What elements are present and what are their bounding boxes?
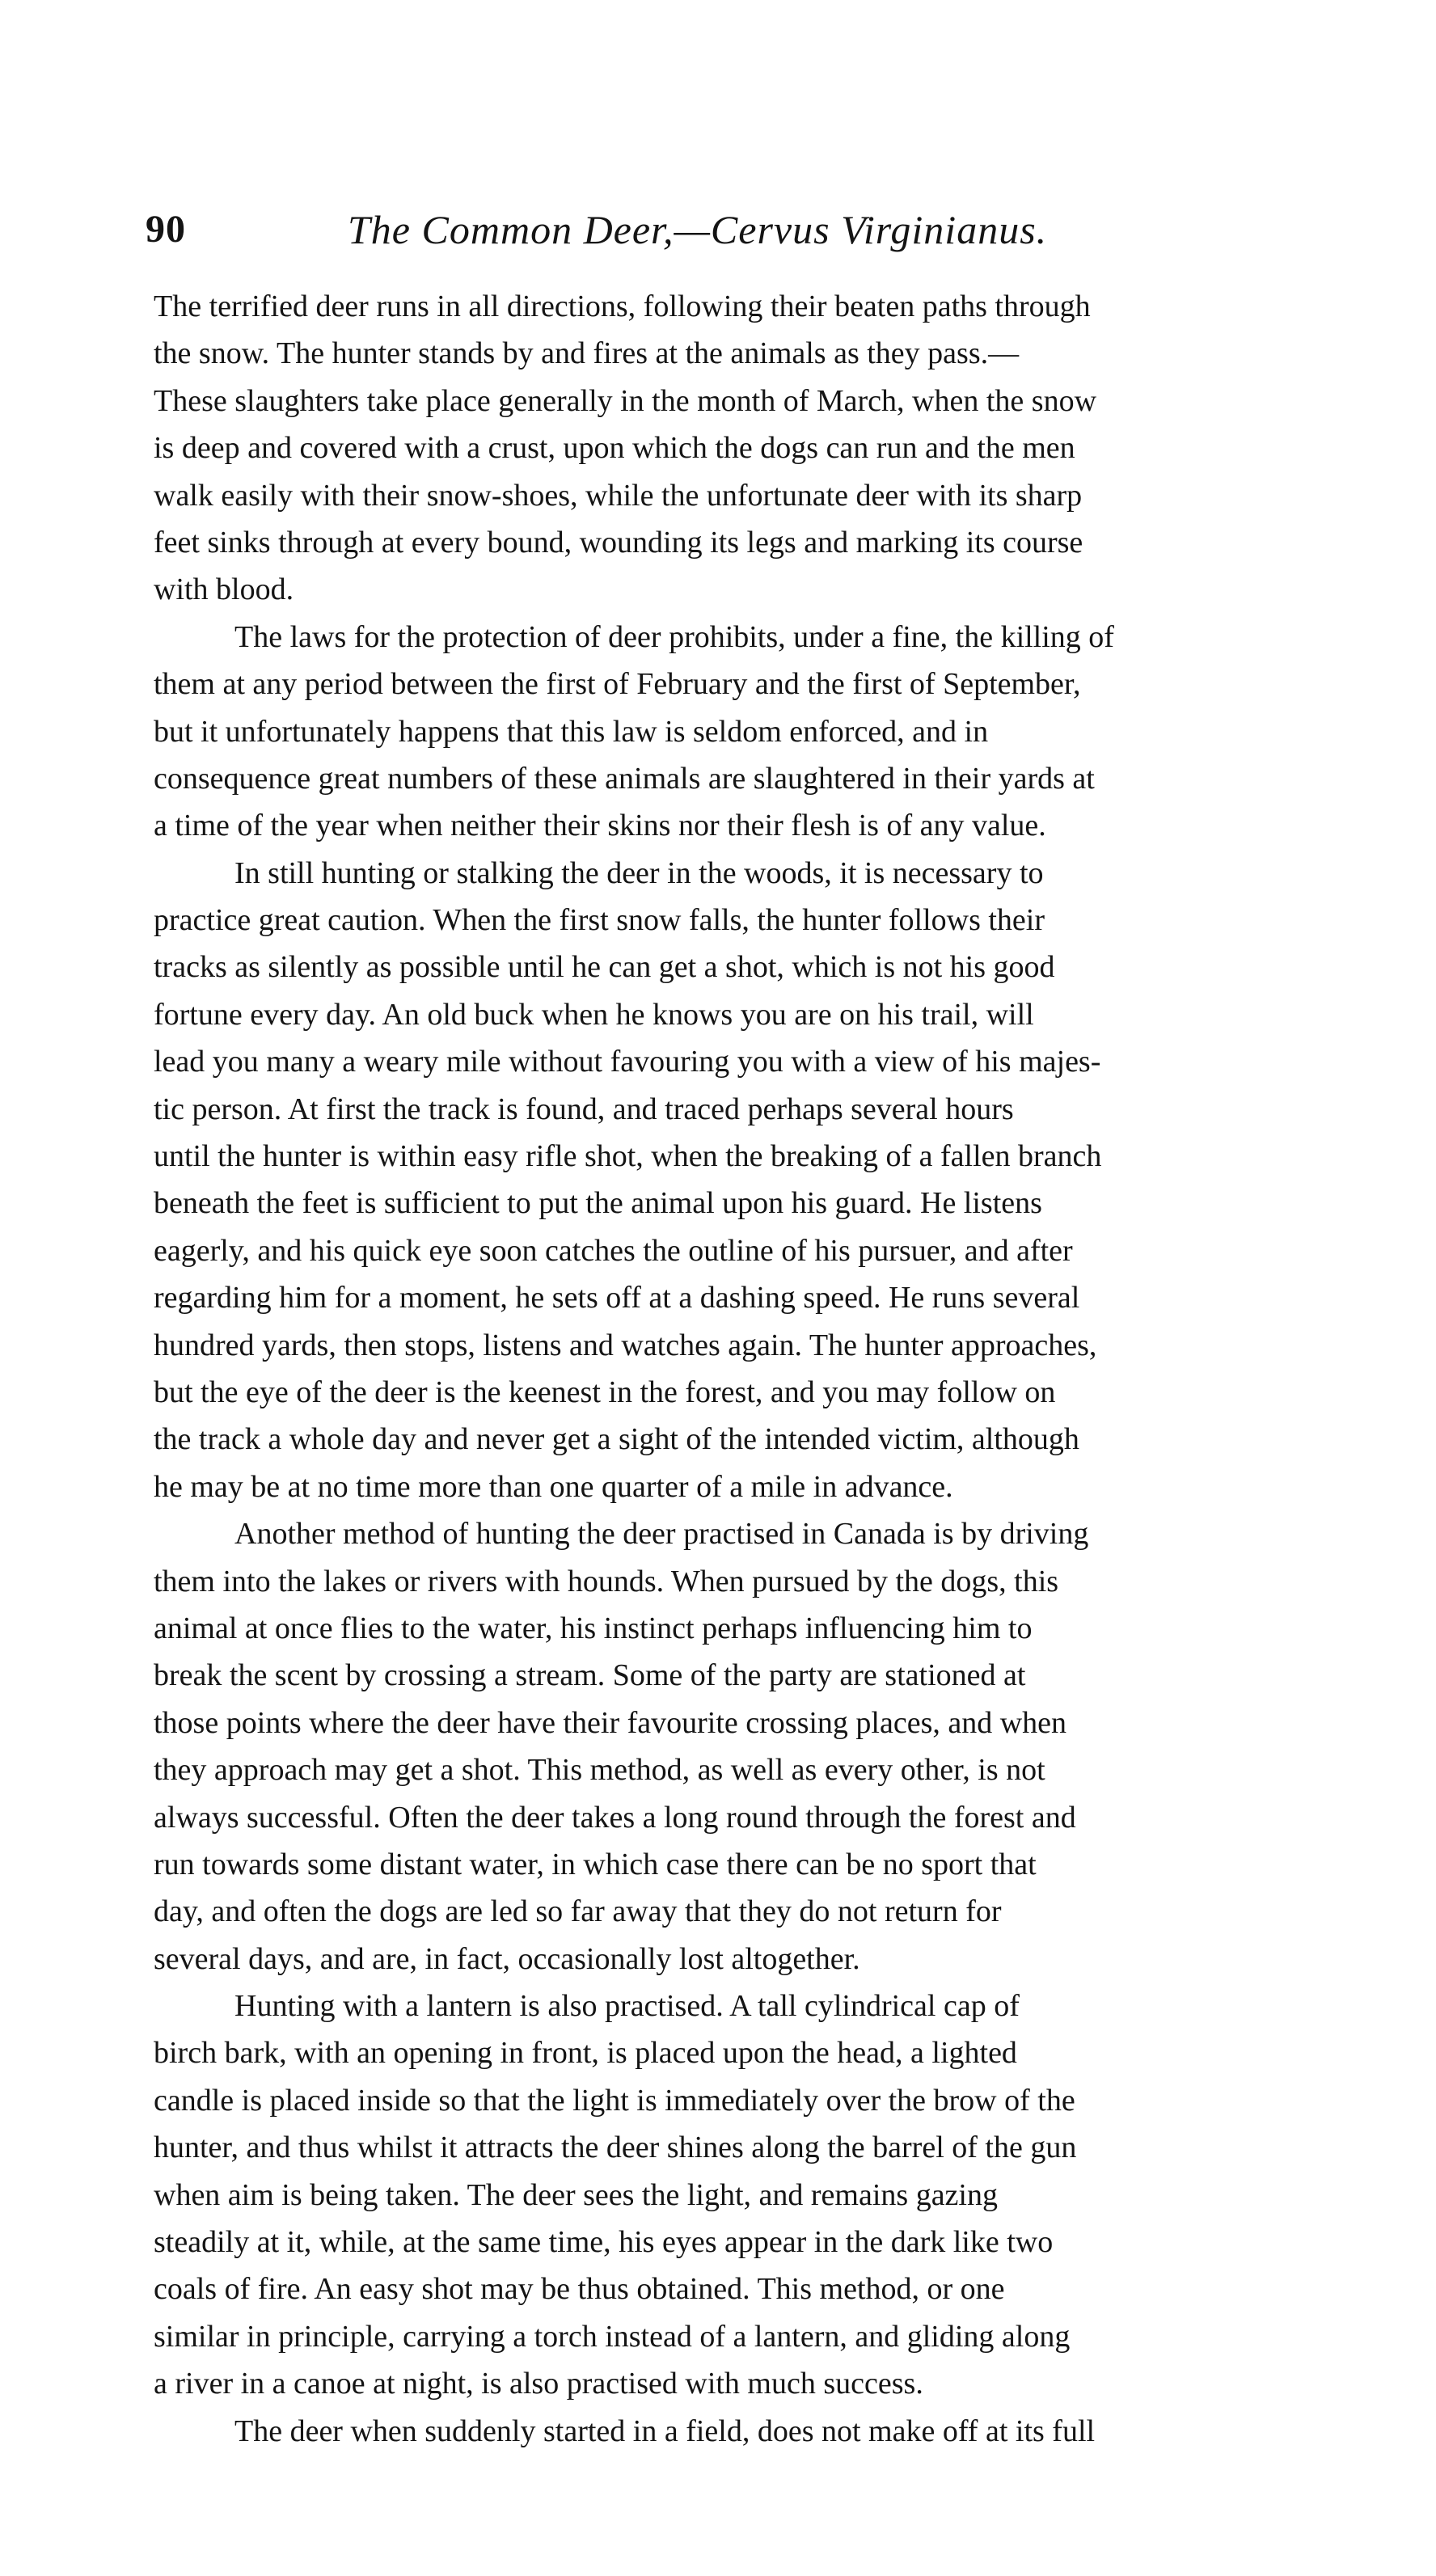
text-line: steadily at it, while, at the same time, his eyes appear in the dark like two: [154, 2225, 1054, 2260]
text-line: consequence great numbers of these animals are slaughtered in their yards at: [154, 761, 1095, 796]
text-line: feet sinks through at every bound, wounding its legs and marking its course: [154, 525, 1083, 560]
text-line: them at any period between the first of February and the first of September,: [154, 667, 1081, 702]
paragraph: [154, 850, 1318, 1510]
text-line: until the hunter is within easy rifle shot, when the breaking of a fallen branch: [154, 1139, 1102, 1174]
text-line: the snow. The hunter stands by and fires at the animals as they pass.—: [154, 336, 1020, 371]
text-line: candle is placed inside so that the light is immediately over the brow of the: [154, 2083, 1075, 2118]
text-line: always successful. Often the deer takes a long round through the forest and: [154, 1800, 1076, 1835]
text-line: he may be at no time more than one quarter of a mile in advance.: [154, 1469, 953, 1504]
paragraph: [154, 1983, 1318, 2408]
text-line: animal at once flies to the water, his instinct perhaps influencing him to: [154, 1611, 1033, 1645]
text-line: fortune every day. An old buck when he knows you are on his trail, will: [154, 997, 1034, 1032]
text-line: walk easily with their snow-shoes, while the unfortunate deer with its sharp: [154, 478, 1083, 513]
text-line: hundred yards, then stops, listens and watches again. The hunter approaches,: [154, 1328, 1097, 1362]
text-line: day, and often the dogs are led so far away that they do not return for: [154, 1894, 1002, 1929]
text-line: a river in a canoe at night, is also practised with much success.: [154, 2367, 923, 2401]
text-line: a time of the year when neither their skins nor their flesh is of any value.: [154, 809, 1046, 843]
text-line: the track a whole day and never get a sight of the intended victim, although: [154, 1422, 1079, 1457]
text-line: lead you many a weary mile without favouring you with a view of his majes-: [154, 1045, 1101, 1079]
text-line: These slaughters take place generally in the month of March, when the snow: [154, 383, 1097, 418]
text-line: beneath the feet is sufficient to put the animal upon his guard. He listens: [154, 1186, 1042, 1221]
text-line: In still hunting or stalking the deer in the woods, it is necessary to: [234, 855, 1044, 890]
text-line: birch bark, with an opening in front, is placed upon the head, a lighted: [154, 2036, 1017, 2071]
text-line: those points where the deer have their favourite crossing places, and when: [154, 1705, 1067, 1740]
text-line: similar in principle, carrying a torch instead of a lantern, and gliding along: [154, 2319, 1071, 2354]
text-line: but the eye of the deer is the keenest in the forest, and you may follow on: [154, 1375, 1056, 1409]
text-line: coals of fire. An easy shot may be thus obtained. This method, or one: [154, 2272, 1005, 2307]
body-text: [154, 283, 1318, 2455]
text-line: The terrified deer runs in all directions, following their beaten paths through: [154, 289, 1091, 323]
text-line: but it unfortunately happens that this law is seldom enforced, and in: [154, 714, 989, 749]
text-line: hunter, and thus whilst it attracts the deer shines along the barrel of the gun: [154, 2130, 1077, 2165]
text-line: several days, and are, in fact, occasionally lost altogether.: [154, 1941, 860, 1976]
text-line: The laws for the protection of deer prohibits, under a fine, the killing of: [234, 619, 1114, 654]
text-line: when aim is being taken. The deer sees the light, and remains gazing: [154, 2177, 998, 2212]
text-line: The deer when suddenly started in a field, does not make off at its full: [234, 2413, 1096, 2448]
text-line: eagerly, and his quick eye soon catches the outline of his pursuer, and after: [154, 1233, 1073, 1268]
running-title: The Common Deer,—Cervus Virginianus.: [348, 207, 1048, 252]
paragraph: [154, 614, 1318, 850]
text-line: with blood.: [154, 572, 294, 607]
text-line: them into the lakes or rivers with hounds. When pursued by the dogs, this: [154, 1564, 1059, 1598]
text-line: is deep and covered with a crust, upon which the dogs can run and the men: [154, 431, 1075, 466]
paragraph: [154, 283, 1318, 614]
text-line: tic person. At first the track is found, and traced perhaps several hours: [154, 1092, 1014, 1126]
paragraph: [154, 2408, 1318, 2455]
text-line: practice great caution. When the first snow falls, the hunter follows their: [154, 903, 1045, 938]
text-line: Hunting with a lantern is also practised. A tall cylindrical cap of: [234, 1989, 1020, 2024]
text-line: Another method of hunting the deer practised in Canada is by driving: [234, 1517, 1089, 1552]
text-line: they approach may get a shot. This method, as well as every other, is not: [154, 1753, 1045, 1788]
text-line: run towards some distant water, in which case there can be no sport that: [154, 1847, 1037, 1881]
text-line: tracks as silently as possible until he can get a shot, which is not his good: [154, 950, 1055, 985]
running-head: [146, 204, 1326, 268]
text-line: regarding him for a moment, he sets off at a dashing speed. He runs several: [154, 1281, 1080, 1315]
page-number: 90: [146, 208, 186, 251]
paragraph: [154, 1510, 1318, 1983]
text-line: break the scent by crossing a stream. Some of the party are stationed at: [154, 1658, 1026, 1693]
